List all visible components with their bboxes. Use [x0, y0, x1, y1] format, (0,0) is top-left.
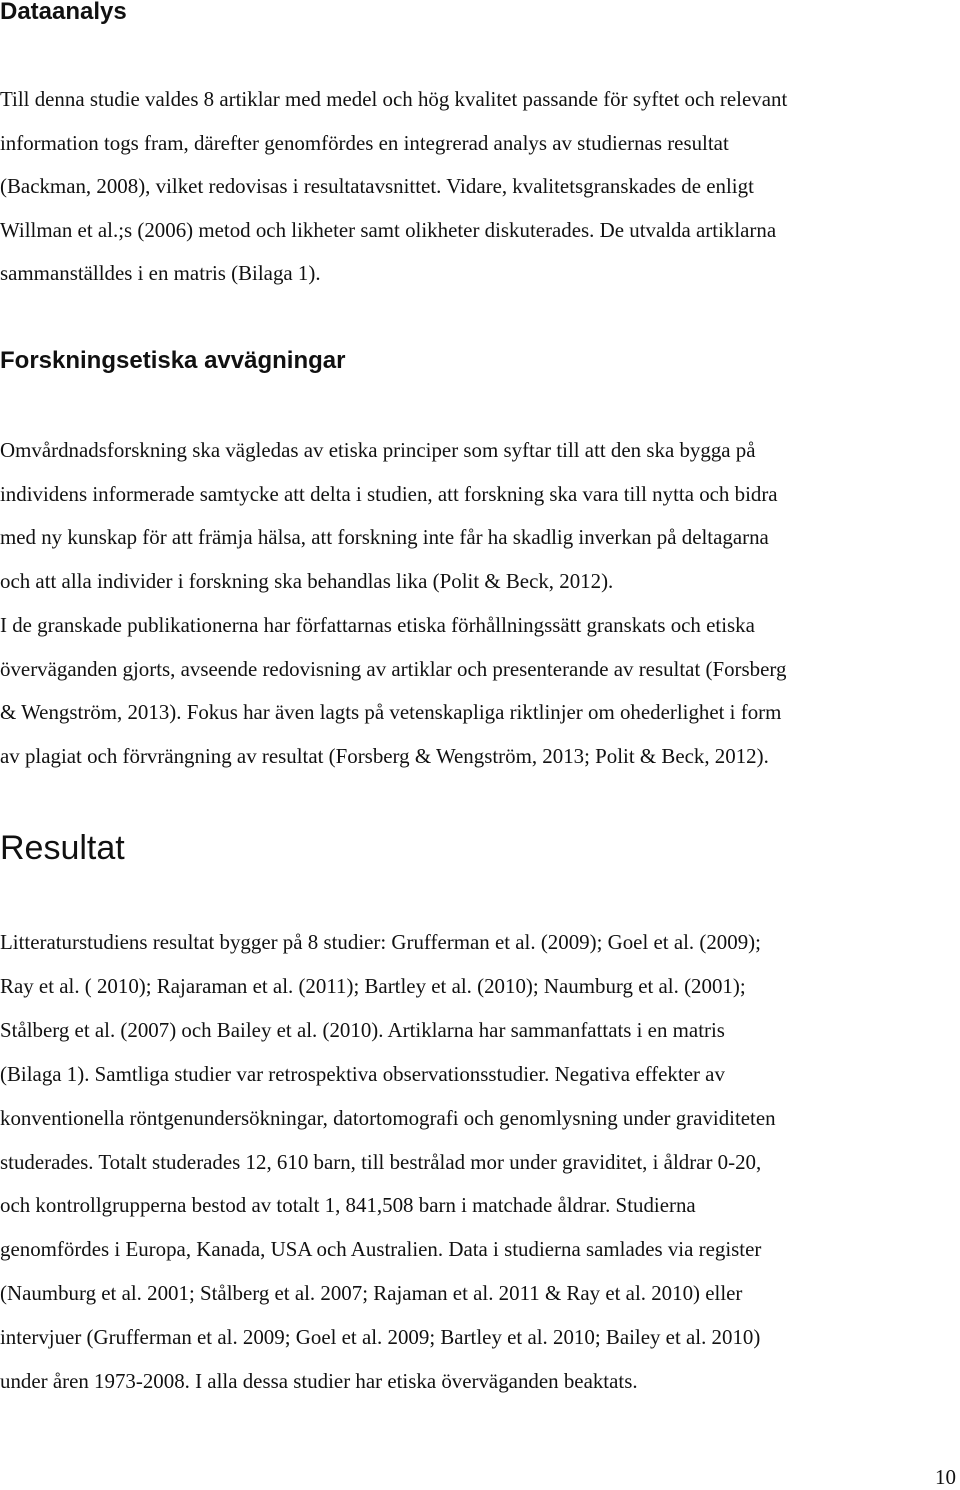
text-line: Stålberg et al. (2007) och Bailey et al. (2010). Artiklarna har sammanfattats i en matris: [0, 1017, 725, 1042]
text-line: konventionella röntgenundersökningar, datortomografi och genomlysning under graviditeten: [0, 1105, 776, 1130]
text-line: information togs fram, därefter genomfördes en integrerad analys av studiernas resultat: [0, 130, 729, 155]
text-line: Omvårdnadsforskning ska vägledas av etiska principer som syftar till att den ska bygga på: [0, 438, 756, 462]
text-line: studerades. Totalt studerades 12, 610 barn, till bestrålad mor under graviditet, i åldrar 0-20,: [0, 1149, 762, 1174]
text-line: av plagiat och förvrängning av resultat (Forsberg & Wengström, 2013; Polit & Beck, 2012).: [0, 743, 769, 768]
text-line: intervjuer (Grufferman et al. 2009; Goel et al. 2009; Bartley et al. 2010; Bailey et al. 2010): [0, 1325, 761, 1350]
text-line: med ny kunskap för att främja hälsa, att forskning inte får ha skadlig inverkan på deltagarna: [0, 525, 769, 550]
text-line: under åren 1973-2008. I alla dessa studier har etiska överväganden beaktats.: [0, 1369, 638, 1394]
text-line: (Bilaga 1). Samtliga studier var retrospektiva observationsstudier. Negativa effekter av: [0, 1061, 725, 1086]
text-line: individens informerade samtycke att delta i studien, att forskning ska vara till nytta och bidra: [0, 481, 778, 506]
text-line: Till denna studie valdes 8 artiklar med medel och hög kvalitet passande för syftet och relevant: [0, 87, 788, 111]
text-line: sammanställdes i en matris (Bilaga 1).: [0, 261, 321, 286]
text-line: Willman et al.;s (2006) metod och likheter samt olikheter diskuterades. De utvalda artiklarna: [0, 217, 777, 242]
section-heading-resultat: Resultat: [0, 829, 125, 867]
text-line: och kontrollgrupperna bestod av totalt 1, 841,508 barn i matchade åldrar. Studierna: [0, 1193, 696, 1218]
text-line: I de granskade publikationerna har författarnas etiska förhållningssätt granskats och etiska: [0, 613, 755, 637]
text-line: Litteraturstudiens resultat bygger på 8 studier: Grufferman et al. (2009); Goel et al. (2009);: [0, 930, 761, 954]
dataanalys-paragraph: [0, 78, 960, 296]
section-heading-forskningsetik: Forskningsetiska avvägningar: [0, 347, 346, 374]
text-line: (Naumburg et al. 2001; Stålberg et al. 2007; Rajaman et al. 2011 & Ray et al. 2010) eller: [0, 1281, 743, 1306]
text-line: (Backman, 2008), vilket redovisas i resultatavsnittet. Vidare, kvalitetsgranskades de enligt: [0, 174, 754, 199]
page-number: 10: [935, 1465, 956, 1489]
section-heading-dataanalys: Dataanalys: [0, 0, 127, 25]
text-line: överväganden gjorts, avseende redovisning av artiklar och presenterande av resultat (Forsberg: [0, 656, 787, 681]
etik-paragraph-1: [0, 429, 960, 603]
text-line: genomfördes i Europa, Kanada, USA och Australien. Data i studierna samlades via register: [0, 1237, 762, 1262]
text-line: & Wengström, 2013). Fokus har även lagts på vetenskapliga riktlinjer om ohederlighet i form: [0, 700, 782, 725]
resultat-paragraph: [0, 921, 960, 1404]
etik-paragraph-2: [0, 604, 960, 778]
text-line: och att alla individer i forskning ska behandlas lika (Polit & Beck, 2012).: [0, 568, 614, 593]
text-line: Ray et al. ( 2010); Rajaraman et al. (2011); Bartley et al. (2010); Naumburg et al. (2001);: [0, 973, 746, 998]
